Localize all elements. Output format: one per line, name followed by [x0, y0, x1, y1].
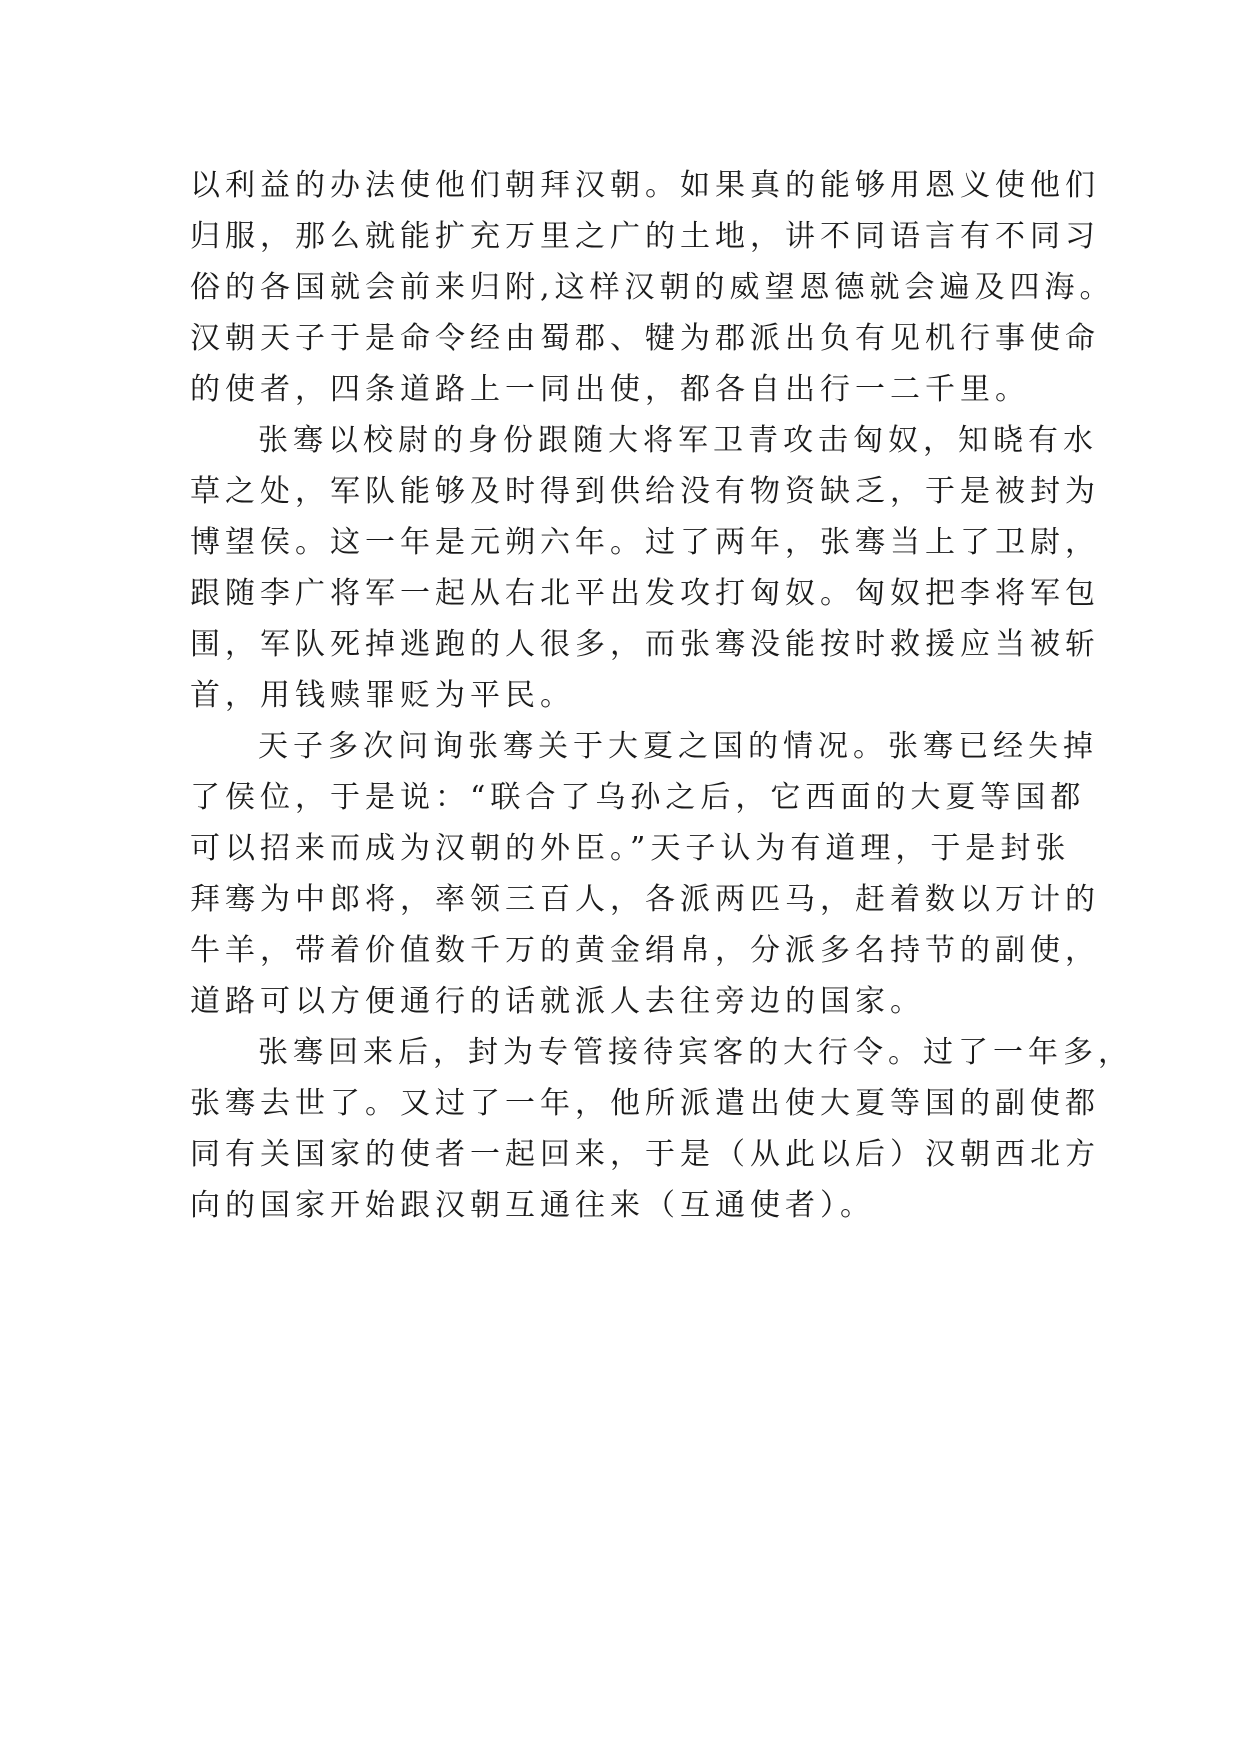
text-line: 归服，那么就能扩充万里之广的土地，讲不同语言有不同习: [190, 219, 1100, 254]
paragraph-first-line: 张骞回来后，封为专管接待宾客的大行令。过了一年多，: [258, 1035, 1133, 1070]
paragraph-first-line: 张骞以校尉的身份跟随大将军卫青攻击匈奴，知晓有水: [258, 423, 1098, 458]
text-line: 俗的各国就会前来归附,这样汉朝的威望恩德就会遍及四海。: [190, 270, 1115, 305]
text-line: 张骞去世了。又过了一年，他所派遣出使大夏等国的副使都: [190, 1086, 1100, 1121]
text-line: 草之处，军队能够及时得到供给没有物资缺乏，于是被封为: [190, 474, 1100, 509]
text-line: 了侯位，于是说：“联合了乌孙之后，它西面的大夏等国都: [190, 780, 1086, 815]
document-body: [190, 160, 1133, 1231]
text-line: 可以招来而成为汉朝的外臣。”天子认为有道理，于是封张: [190, 831, 1071, 866]
text-line: 以利益的办法使他们朝拜汉朝。如果真的能够用恩义使他们: [190, 168, 1100, 203]
text-line: 道路可以方便通行的话就派人去往旁边的国家。: [190, 984, 925, 1019]
text-line: 的使者，四条道路上一同出使，都各自出行一二千里。: [190, 372, 1030, 407]
text-line: 首，用钱赎罪贬为平民。: [190, 678, 575, 713]
text-line: 向的国家开始跟汉朝互通往来（互通使者）。: [190, 1188, 875, 1223]
text-line: 博望侯。这一年是元朔六年。过了两年，张骞当上了卫尉，: [190, 525, 1100, 560]
text-line: 汉朝天子于是命令经由蜀郡、犍为郡派出负有见机行事使命: [190, 321, 1100, 356]
text-line: 跟随李广将军一起从右北平出发攻打匈奴。匈奴把李将军包: [190, 576, 1100, 611]
text-line: 拜骞为中郎将，率领三百人，各派两匹马，赶着数以万计的: [190, 882, 1100, 917]
text-line: 同有关国家的使者一起回来，于是（从此以后）汉朝西北方: [190, 1137, 1100, 1172]
paragraph-first-line: 天子多次问询张骞关于大夏之国的情况。张骞已经失掉: [258, 729, 1098, 764]
text-line: 牛羊，带着价值数千万的黄金绢帛，分派多名持节的副使，: [190, 933, 1100, 968]
text-line: 围，军队死掉逃跑的人很多，而张骞没能按时救援应当被斩: [190, 627, 1100, 662]
